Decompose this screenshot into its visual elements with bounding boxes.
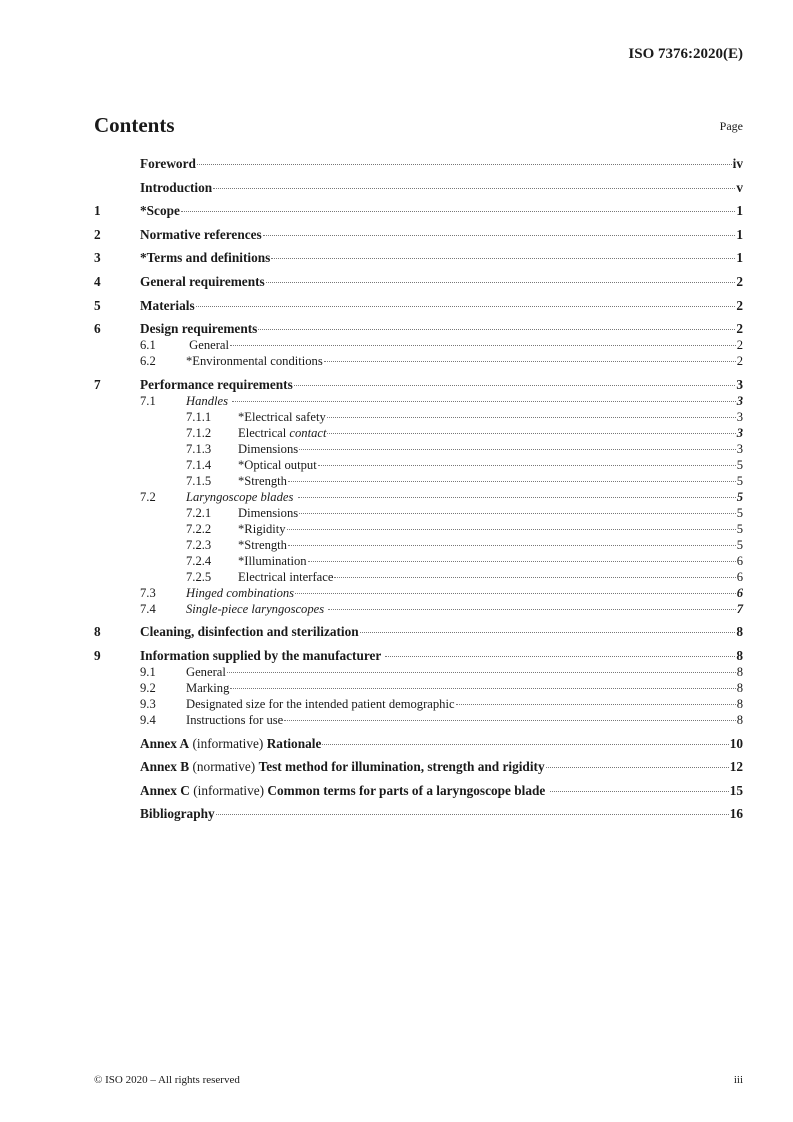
toc-title-segment: Instructions for use: [186, 712, 284, 727]
toc-entry-page: 15: [729, 782, 743, 798]
toc-entry[interactable]: [94, 180, 743, 196]
dot-leader: [546, 767, 729, 768]
toc-entry-page: 16: [729, 806, 743, 822]
dot-leader: [385, 656, 735, 657]
dot-leader: [327, 417, 736, 418]
toc-entry-number: 7.2.4: [186, 553, 212, 568]
toc-entry-page: iv: [732, 156, 743, 171]
toc-entry[interactable]: [94, 489, 743, 505]
toc-title-segment: Test method for illumination, strength and rigidity: [258, 759, 545, 775]
toc-title-segment: *Optical output: [238, 457, 317, 472]
toc-entry-title: [140, 648, 384, 664]
toc-entry[interactable]: [94, 680, 743, 696]
toc-title-segment: *Electrical safety: [238, 409, 326, 424]
toc-entry-page: 5: [736, 505, 743, 520]
toc-entry-number: 7.2.3: [186, 537, 212, 552]
toc-title-segment: (normative): [189, 759, 259, 775]
toc-entry[interactable]: [94, 250, 743, 266]
toc-entry-number: 7.2.2: [186, 521, 212, 536]
toc-entry-number: 9: [94, 647, 101, 663]
dot-leader: [550, 791, 729, 792]
toc-entry-number: 8: [94, 624, 101, 640]
toc-entry-title: [140, 298, 195, 314]
toc-entry-number: 9.4: [140, 712, 156, 727]
toc-entry[interactable]: [94, 425, 743, 441]
toc-entry-page: 10: [729, 735, 743, 751]
toc-title-segment: Electrical interface: [238, 569, 334, 584]
toc-title-segment: Cleaning, disinfection and sterilization: [140, 624, 359, 640]
dot-leader: [288, 545, 736, 546]
toc-entry-title: [186, 696, 455, 712]
toc-entry-title: [238, 457, 317, 473]
page-column-label: Page: [719, 119, 743, 133]
toc-entry[interactable]: [94, 806, 743, 822]
toc-entry[interactable]: [94, 473, 743, 489]
toc-title-segment: Marking: [186, 680, 230, 695]
dot-leader: [298, 497, 736, 498]
toc-entry-page: 6: [736, 569, 743, 584]
toc-entry[interactable]: [94, 537, 743, 553]
toc-entry-number: 6: [94, 321, 101, 337]
toc-entry-page: 5: [736, 521, 743, 536]
toc-entry-title: [140, 156, 196, 172]
toc-entry-page: 5: [736, 473, 743, 488]
toc-entry[interactable]: [94, 337, 743, 353]
toc-title-segment: Electrical: [238, 425, 290, 440]
toc-entry-page: 3: [736, 393, 743, 408]
toc-entry[interactable]: [94, 274, 743, 290]
toc-entry-title: [140, 736, 321, 752]
toc-entry[interactable]: [94, 505, 743, 521]
toc-entry[interactable]: [94, 227, 743, 243]
toc-title-segment: Performance requirements: [140, 376, 293, 392]
toc-entry[interactable]: [94, 321, 743, 337]
toc-title-segment: Dimensions: [238, 441, 299, 456]
toc-entry-page: 6: [736, 585, 743, 600]
toc-entry-number: 4: [94, 273, 101, 289]
toc-entry-number: 3: [94, 250, 101, 266]
toc-entry-page: 3: [736, 409, 743, 424]
toc-entry[interactable]: [94, 521, 743, 537]
toc-entry-title: [238, 569, 333, 585]
toc-entry-title: [140, 783, 549, 799]
toc-entry-page: 2: [736, 297, 743, 313]
table-of-contents: [94, 156, 743, 822]
toc-entry-number: 7.1.2: [186, 425, 212, 440]
toc-title-segment: Annex B: [140, 759, 190, 775]
dot-leader: [266, 282, 736, 283]
toc-title-segment: *Illumination: [238, 553, 307, 568]
toc-entry[interactable]: [94, 648, 743, 664]
dot-leader: [181, 211, 735, 212]
toc-entry-page: 8: [736, 647, 743, 663]
dot-leader: [294, 385, 736, 386]
toc-entry-number: 9.1: [140, 664, 156, 679]
toc-entry-title: [186, 680, 229, 696]
toc-entry-title: [238, 505, 298, 521]
toc-title-segment: Materials: [140, 297, 195, 313]
toc-entry[interactable]: [94, 712, 743, 728]
toc-title-segment: Bibliography: [140, 806, 215, 822]
toc-entry-page: 5: [736, 489, 743, 504]
toc-title-segment: Laryngoscope blades: [186, 489, 297, 504]
toc-entry-title: [238, 537, 287, 553]
toc-entry-number: 7.2: [140, 489, 156, 504]
toc-entry-title: [186, 353, 323, 369]
toc-entry-title: [186, 393, 231, 409]
toc-entry[interactable]: [94, 353, 743, 369]
copyright-notice: © ISO 2020 – All rights reserved: [94, 1074, 240, 1086]
toc-entry-title: [238, 521, 286, 537]
toc-entry-page: 7: [736, 601, 743, 616]
toc-entry-page: 8: [736, 680, 743, 695]
dot-leader: [287, 529, 736, 530]
toc-title-segment: Handles: [186, 393, 232, 408]
toc-entry-page: 12: [729, 759, 743, 775]
toc-entry[interactable]: [94, 377, 743, 393]
toc-entry[interactable]: [94, 783, 743, 799]
toc-entry-title: [186, 664, 226, 680]
dot-leader: [271, 258, 735, 259]
toc-title-segment: (informative): [189, 735, 267, 751]
toc-title-segment: Introduction: [140, 179, 213, 195]
toc-entry-page: 1: [736, 203, 743, 219]
toc-entry-number: 1: [94, 203, 101, 219]
toc-entry-page: 8: [736, 624, 743, 640]
toc-entry-title: [186, 601, 327, 617]
toc-title-segment: Hinged combinations: [186, 585, 295, 600]
dot-leader: [360, 632, 736, 633]
toc-entry-page: 2: [736, 321, 743, 337]
toc-entry-page: 1: [736, 226, 743, 242]
toc-entry[interactable]: [94, 759, 743, 775]
toc-entry-number: 7.1.5: [186, 473, 212, 488]
toc-entry-number: 9.3: [140, 696, 156, 711]
dot-leader: [232, 401, 736, 402]
dot-leader: [258, 329, 735, 330]
toc-entry-title: [186, 585, 294, 601]
toc-entry-title: [140, 377, 293, 393]
toc-title-segment: Rationale: [266, 735, 322, 751]
toc-entry-number: 7.1: [140, 393, 156, 408]
toc-entry-title: [186, 712, 283, 728]
toc-entry[interactable]: [94, 409, 743, 425]
toc-entry[interactable]: [94, 601, 743, 617]
toc-entry-title: [238, 473, 287, 489]
toc-entry[interactable]: [94, 393, 743, 409]
toc-entry-title: [238, 425, 326, 441]
toc-title-segment: Annex A: [140, 735, 190, 751]
toc-entry-number: 9.2: [140, 680, 156, 695]
toc-title-segment: *Scope: [140, 203, 180, 219]
toc-entry-number: 7: [94, 376, 101, 392]
toc-entry[interactable]: [94, 696, 743, 712]
toc-entry-page: 1: [736, 250, 743, 266]
toc-entry-page: 5: [736, 537, 743, 552]
dot-leader: [230, 345, 736, 346]
toc-entry-title: [140, 624, 359, 640]
toc-title-segment: Annex C: [140, 782, 190, 798]
toc-title-segment: General requirements: [140, 273, 265, 289]
toc-entry-number: 7.1.3: [186, 441, 212, 456]
toc-entry-page: 2: [736, 338, 743, 353]
toc-entry[interactable]: [94, 585, 743, 601]
dot-leader: [213, 188, 735, 189]
toc-title-segment: *Strength: [238, 537, 287, 552]
dot-leader: [327, 433, 735, 434]
toc-title-segment: (informative): [189, 782, 268, 798]
dot-leader: [299, 513, 736, 514]
toc-entry-page: 3: [736, 376, 743, 392]
toc-entry-title: [140, 274, 265, 290]
dot-leader: [230, 688, 735, 689]
toc-title-segment: Design requirements: [140, 321, 258, 337]
toc-entry-number: 5: [94, 297, 101, 313]
toc-entry-title: [238, 553, 307, 569]
toc-entry-page: 2: [736, 354, 743, 369]
toc-entry-page: 6: [736, 553, 743, 568]
toc-title-segment: *Strength: [238, 473, 287, 488]
dot-leader: [322, 744, 728, 745]
page-title: Contents: [94, 113, 175, 137]
toc-entry-title: [140, 321, 257, 337]
toc-entry-title: [140, 203, 180, 219]
toc-entry-title: [140, 759, 545, 775]
toc-entry-page: 8: [736, 664, 743, 679]
toc-title-segment: Single-piece laryngoscopes: [186, 601, 328, 616]
toc-entry[interactable]: [94, 736, 743, 752]
toc-entry-title: [140, 227, 262, 243]
dot-leader: [334, 577, 735, 578]
toc-entry-title: [238, 441, 298, 457]
toc-entry-title: [140, 250, 270, 266]
dot-leader: [299, 449, 736, 450]
document-id: ISO 7376:2020(E): [628, 46, 743, 62]
dot-leader: [288, 481, 736, 482]
toc-entry-page: 3: [736, 441, 743, 456]
dot-leader: [324, 361, 736, 362]
toc-title-segment: Dimensions: [238, 505, 299, 520]
toc-title-segment: *Environmental conditions: [186, 354, 323, 369]
toc-title-segment: contact: [289, 425, 327, 440]
toc-entry-number: 7.2.5: [186, 569, 212, 584]
toc-entry-page: 8: [736, 712, 743, 727]
toc-entry-number: 6.1: [140, 338, 156, 353]
toc-entry-page: v: [736, 179, 743, 195]
toc-entry-number: 7.2.1: [186, 505, 212, 520]
toc-entry-page: 2: [736, 273, 743, 289]
toc-entry-page: 8: [736, 696, 743, 711]
toc-entry-page: 5: [736, 457, 743, 472]
toc-entry-title: [140, 180, 212, 196]
dot-leader: [216, 814, 729, 815]
toc-entry-title: [140, 806, 215, 822]
toc-entry-title: [186, 489, 297, 505]
toc-entry[interactable]: [94, 569, 743, 585]
toc-entry[interactable]: [94, 298, 743, 314]
toc-entry-number: 7.1.4: [186, 457, 212, 472]
toc-entry-number: 7.1.1: [186, 409, 212, 424]
toc-entry-number: 6.2: [140, 354, 156, 369]
toc-entry[interactable]: [94, 203, 743, 219]
toc-entry-number: 2: [94, 226, 101, 242]
dot-leader: [328, 609, 735, 610]
toc-title-segment: *Terms and definitions: [140, 250, 271, 266]
dot-leader: [308, 561, 736, 562]
toc-entry-page: 3: [736, 425, 743, 440]
toc-title-segment: General: [186, 338, 230, 353]
toc-title-segment: Designated size for the intended patient demographic: [186, 696, 455, 711]
dot-leader: [295, 593, 736, 594]
toc-title-segment: *Rigidity: [238, 521, 286, 536]
dot-leader: [456, 704, 736, 705]
toc-entry-number: 7.4: [140, 601, 156, 616]
dot-leader: [227, 672, 736, 673]
dot-leader: [318, 465, 736, 466]
toc-title-segment: Information supplied by the manufacturer: [140, 647, 385, 663]
dot-leader: [284, 720, 735, 721]
toc-entry[interactable]: [94, 156, 743, 172]
toc-title-segment: Foreword: [140, 156, 196, 171]
toc-title-segment: Common terms for parts of a laryngoscope blade: [267, 782, 549, 798]
toc-entry[interactable]: [94, 457, 743, 473]
toc-entry[interactable]: [94, 624, 743, 640]
toc-title-segment: General: [186, 664, 226, 679]
toc-entry-title: [238, 409, 326, 425]
toc-title-segment: Normative references: [140, 226, 262, 242]
dot-leader: [196, 306, 736, 307]
toc-entry[interactable]: [94, 553, 743, 569]
toc-entry-number: 7.3: [140, 585, 156, 600]
page-number: iii: [733, 1074, 743, 1086]
toc-entry[interactable]: [94, 664, 743, 680]
dot-leader: [263, 235, 736, 236]
toc-entry[interactable]: [94, 441, 743, 457]
toc-entry-title: [186, 337, 229, 353]
dot-leader: [197, 164, 732, 165]
